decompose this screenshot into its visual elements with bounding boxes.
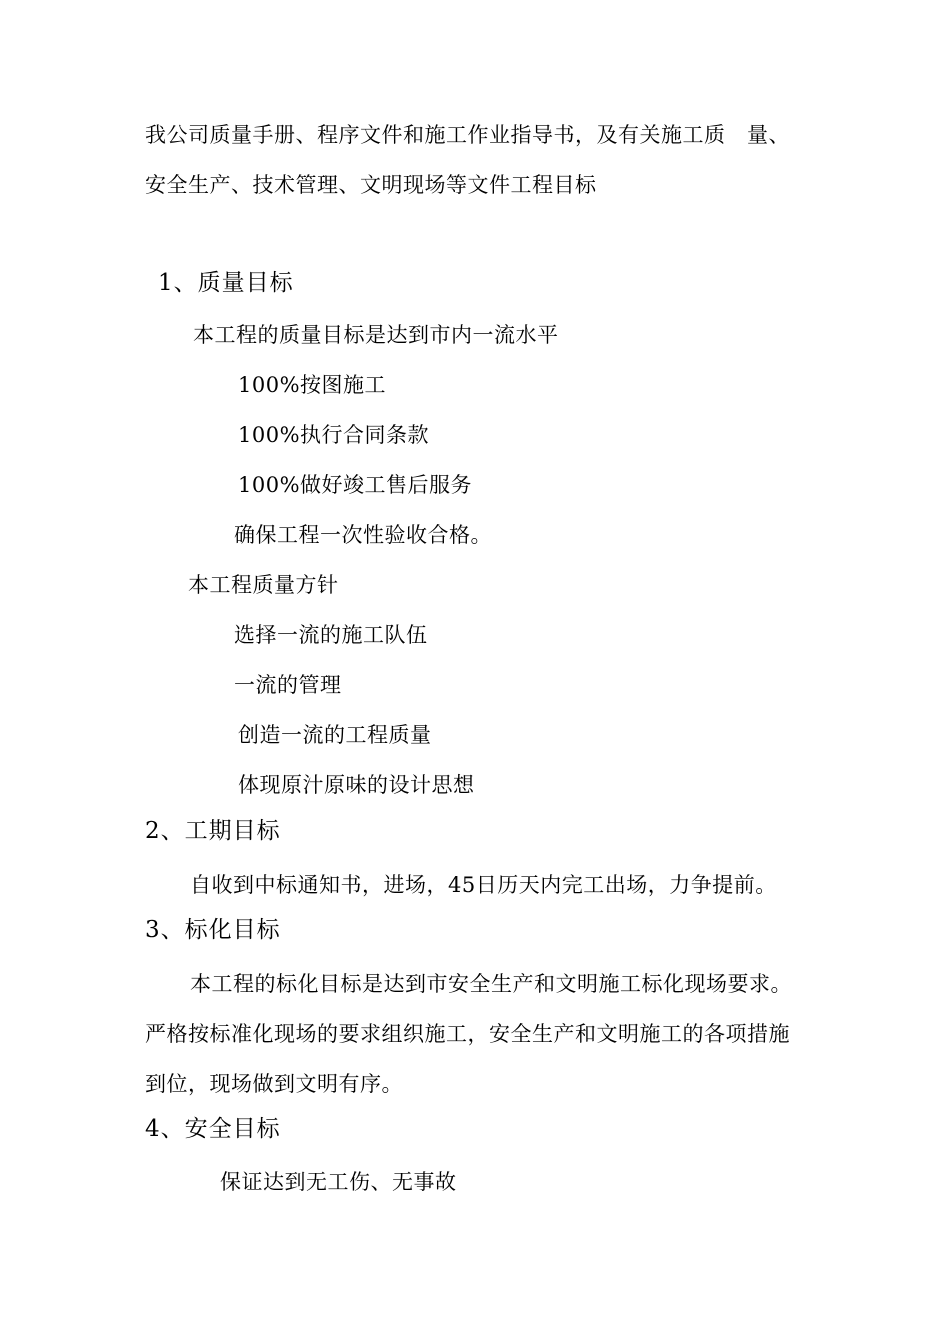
intro-line-2: 安全生产、技术管理、文明现场等文件工程目标 <box>145 173 597 197</box>
quality-policy-title: 本工程质量方针 <box>188 573 339 597</box>
section-heading-quality: 1、质量目标 <box>158 270 294 296</box>
policy-item: 一流的管理 <box>234 673 342 697</box>
policy-item: 创造一流的工程质量 <box>238 723 432 747</box>
quality-item: 100%执行合同条款 <box>238 423 430 447</box>
quality-goal: 本工程的质量目标是达到市内一流水平 <box>193 323 559 347</box>
safety-text: 保证达到无工伤、无事故 <box>220 1170 457 1194</box>
schedule-text: 自收到中标通知书，进场，45日历天内完工出场，力争提前。 <box>190 873 777 897</box>
quality-item: 100%按图施工 <box>238 373 387 397</box>
intro-line-1: 我公司质量手册、程序文件和施工作业指导书，及有关施工质 量、 <box>145 123 790 147</box>
standard-line-2: 严格按标准化现场的要求组织施工，安全生产和文明施工的各项措施 <box>145 1022 790 1046</box>
standard-line-3: 到位，现场做到文明有序。 <box>145 1072 403 1096</box>
policy-item: 选择一流的施工队伍 <box>234 623 428 647</box>
section-heading-schedule: 2、工期目标 <box>145 818 281 844</box>
section-heading-safety: 4、安全目标 <box>145 1116 281 1142</box>
quality-item: 100%做好竣工售后服务 <box>238 473 473 497</box>
standard-line-1: 本工程的标化目标是达到市安全生产和文明施工标化现场要求。 <box>190 972 792 996</box>
policy-item: 体现原汁原味的设计思想 <box>238 773 475 797</box>
quality-ensure: 确保工程一次性验收合格。 <box>234 523 492 547</box>
section-heading-standard: 3、标化目标 <box>145 917 281 943</box>
